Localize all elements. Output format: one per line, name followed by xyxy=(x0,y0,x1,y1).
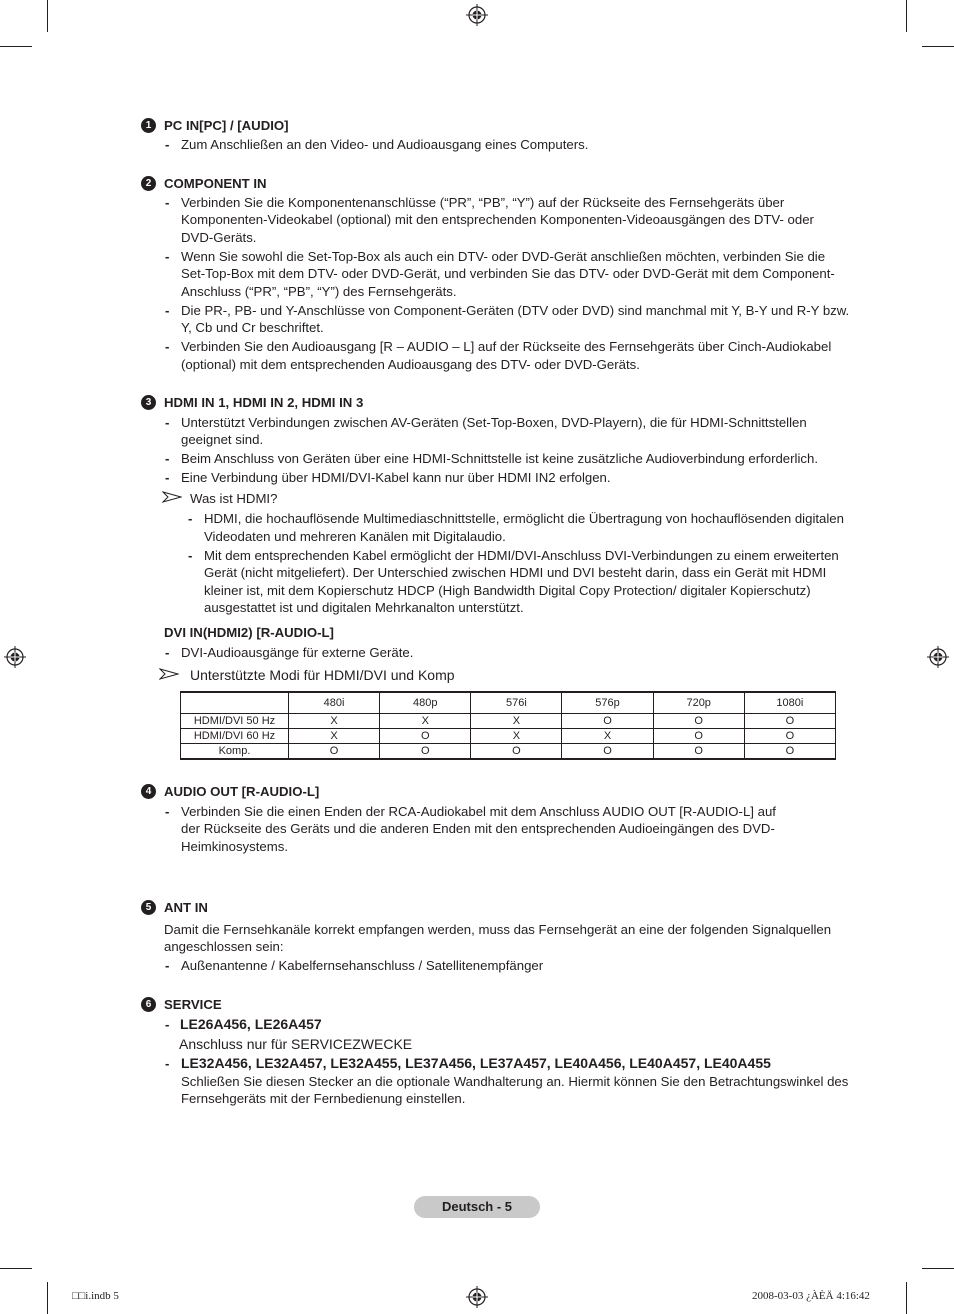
print-footer-timestamp: 2008-03-03 ¿ÀÈÄ 4:16:42 xyxy=(752,1290,870,1302)
print-footer-file: □□i.indb 5 xyxy=(72,1290,119,1302)
bullet-dash: - xyxy=(165,303,170,318)
bullet-text: (optional) mit dem entsprechenden Audioausgang des DTV- oder DVD-Geräts. xyxy=(181,357,640,372)
subheading-dvi-in: DVI IN(HDMI2) [R-AUDIO-L] xyxy=(164,625,334,640)
registration-mark-icon xyxy=(927,646,949,668)
crop-mark xyxy=(47,1282,48,1314)
note-text: Was ist HDMI? xyxy=(190,491,278,506)
table-cell: O xyxy=(653,714,744,729)
bullet-dash: - xyxy=(165,415,170,430)
bullet-text: DVD-Geräts. xyxy=(181,230,257,245)
bullet-text: Y, Cb und Cr beschriftet. xyxy=(181,320,324,335)
table-cell: X xyxy=(562,729,653,744)
table-cell: O xyxy=(471,744,562,760)
bullet-text: Anschluss (“PR”, “PB”, “Y”) des Fernsehgeräts. xyxy=(181,284,457,299)
table-cell: O xyxy=(380,744,471,760)
bullet-dash: - xyxy=(165,137,170,152)
bullet-dash: - xyxy=(165,451,170,466)
crop-mark xyxy=(47,0,48,32)
note-arrow-icon xyxy=(159,668,179,680)
section-title-service: SERVICE xyxy=(164,997,222,1012)
bullet-dash: - xyxy=(165,195,170,210)
bullet-dash: - xyxy=(165,958,170,973)
crop-mark xyxy=(0,46,32,47)
crop-mark xyxy=(922,46,954,47)
bullet-text: Anschluss nur für SERVICEZWECKE xyxy=(179,1036,413,1052)
bullet-text: der Rückseite des Geräts und die anderen Enden mit den entsprechenden Audioeingängen des DVD- xyxy=(181,821,775,836)
table-cell: X xyxy=(289,714,380,729)
crop-mark xyxy=(906,1282,907,1314)
bullet-text: Verbinden Sie den Audioausgang [R – AUDIO – L] auf der Rückseite des Fernsehgeräts über Cinch-Audiokabel xyxy=(181,339,832,354)
table-cell: O xyxy=(380,729,471,744)
registration-mark-icon xyxy=(466,4,488,26)
paragraph-text: angeschlossen sein: xyxy=(164,939,284,954)
model-list: LE26A456, LE26A457 xyxy=(180,1016,322,1032)
section-number-badge: 5 xyxy=(141,900,156,915)
bullet-text: Verbinden Sie die einen Enden der RCA-Audiokabel mit dem Anschluss AUDIO OUT [R-AUDIO-L] auf xyxy=(181,804,776,819)
table-row xyxy=(181,714,836,729)
table-header-cell xyxy=(181,692,289,714)
bullet-text: Außenantenne / Kabelfernsehanschluss / Satellitenempfänger xyxy=(181,958,544,973)
bullet-dash: - xyxy=(165,804,170,819)
table-header-row xyxy=(181,692,836,714)
bullet-text: Unterstützt Verbindungen zwischen AV-Geräten (Set-Top-Boxen, DVD-Playern), die für HDMI-Schnittstellen xyxy=(181,415,807,430)
table-header-cell: 1080i xyxy=(744,692,835,714)
crop-mark xyxy=(922,1268,954,1269)
bullet-text: Heimkinosystems. xyxy=(181,839,288,854)
table-header-cell: 480i xyxy=(289,692,380,714)
table-cell: O xyxy=(744,714,835,729)
table-cell: X xyxy=(471,729,562,744)
table-cell: O xyxy=(744,729,835,744)
bullet-dash: - xyxy=(165,1017,170,1032)
page-number-label: Deutsch - 5 xyxy=(414,1196,540,1218)
bullet-text: Mit dem entsprechenden Kabel ermöglicht der HDMI/DVI-Anschluss DVI-Verbindungen zu einem erweiterten xyxy=(204,548,839,563)
bullet-text: Die PR-, PB- und Y-Anschlüsse von Component-Geräten (DTV oder DVD) sind manchmal mit Y, B-Y und R-Y bzw. xyxy=(181,303,850,318)
section-number-badge: 3 xyxy=(141,395,156,410)
table-cell: O xyxy=(744,744,835,760)
supported-modes-table xyxy=(180,691,836,760)
bullet-text: Komponenten-Videokabel (optional) mit den entsprechenden Komponenten-Videoausgängen des DTV- oder xyxy=(181,212,814,227)
bullet-text: HDMI, die hochauflösende Multimediaschnittstelle, ermöglicht die Übertragung von hochauflösenden digitalen xyxy=(204,511,844,526)
bullet-text: ausgestattet ist und digitalen Mehrkanalton unterstützt. xyxy=(204,600,524,615)
table-cell: O xyxy=(653,744,744,760)
table-cell: X xyxy=(471,714,562,729)
bullet-dash: - xyxy=(165,645,170,660)
table-cell: O xyxy=(289,744,380,760)
table-cell: O xyxy=(562,744,653,760)
section-number-badge: 6 xyxy=(141,997,156,1012)
note-text: Unterstützte Modi für HDMI/DVI und Komp xyxy=(190,667,455,683)
bullet-dash: - xyxy=(165,470,170,485)
registration-mark-icon xyxy=(466,1286,488,1308)
bullet-dash: - xyxy=(188,511,193,526)
bullet-dash: - xyxy=(165,339,170,354)
bullet-text: DVI-Audioausgänge für externe Geräte. xyxy=(181,645,414,660)
bullet-dash: - xyxy=(165,1056,170,1071)
registration-mark-icon xyxy=(4,646,26,668)
bullet-text: Set-Top-Box mit dem DTV- oder DVD-Gerät, und verbinden Sie das DTV- oder DVD-Gerät mit dem Component- xyxy=(181,266,835,281)
section-title-hdmi-in: HDMI IN 1, HDMI IN 2, HDMI IN 3 xyxy=(164,395,364,410)
bullet-text: Eine Verbindung über HDMI/DVI-Kabel kann nur über HDMI IN2 erfolgen. xyxy=(181,470,611,485)
crop-mark xyxy=(906,0,907,32)
bullet-text: Schließen Sie diesen Stecker an die optionale Wandhalterung an. Hiermit können Sie den Betrachtungswinkel des xyxy=(181,1074,849,1089)
table-header-cell: 720p xyxy=(653,692,744,714)
bullet-text: Beim Anschluss von Geräten über eine HDMI-Schnittstelle ist keine zusätzliche Audioverbindung erforderlich. xyxy=(181,451,818,466)
section-title-audio-out: AUDIO OUT [R-AUDIO-L] xyxy=(164,784,320,799)
section-title-component-in: COMPONENT IN xyxy=(164,176,267,191)
note-arrow-icon xyxy=(162,491,182,503)
bullet-text: Fernsehgeräts mit der Fernbedienung einstellen. xyxy=(181,1091,466,1106)
bullet-text: Wenn Sie sowohl die Set-Top-Box als auch ein DTV- oder DVD-Gerät anschließen möchten, verbinden Sie die xyxy=(181,249,826,264)
section-title-pc-in: PC IN[PC] / [AUDIO] xyxy=(164,118,289,133)
section-number-badge: 4 xyxy=(141,784,156,799)
table-cell: HDMI/DVI 50 Hz xyxy=(181,714,289,729)
model-list: LE32A456, LE32A457, LE32A455, LE37A456, LE37A457, LE40A456, LE40A457, LE40A455 xyxy=(181,1055,771,1071)
bullet-text: Videodaten und mehreren Kanälen mit Digitalaudio. xyxy=(204,529,506,544)
bullet-text: Verbinden Sie die Komponentenanschlüsse (“PR”, “PB”, “Y”) auf der Rückseite des Fernsehgeräts über xyxy=(181,195,785,210)
table-cell: X xyxy=(289,729,380,744)
table-cell: O xyxy=(562,714,653,729)
bullet-text: geeignet sind. xyxy=(181,432,264,447)
table-cell: Komp. xyxy=(181,744,289,760)
table-header-cell: 576p xyxy=(562,692,653,714)
section-number-badge: 1 xyxy=(141,118,156,133)
table-header-cell: 480p xyxy=(380,692,471,714)
crop-mark xyxy=(0,1268,32,1269)
bullet-text: kleiner ist, mit dem Kopierschutz HDCP (High Bandwidth Digital Copy Protection/ digitaler Kopierschutz) xyxy=(204,583,811,598)
table-header-cell: 576i xyxy=(471,692,562,714)
table-row xyxy=(181,729,836,744)
table-row xyxy=(181,744,836,760)
bullet-text: Gerät (nicht mitgeliefert). Der Unterschied zwischen HDMI und DVI besteht darin, dass ein Gerät mit HDMI xyxy=(204,565,827,580)
table-cell: HDMI/DVI 60 Hz xyxy=(181,729,289,744)
section-title-ant-in: ANT IN xyxy=(164,900,208,915)
bullet-dash: - xyxy=(188,548,193,563)
section-number-badge: 2 xyxy=(141,176,156,191)
bullet-dash: - xyxy=(165,249,170,264)
table-cell: X xyxy=(380,714,471,729)
table-cell: O xyxy=(653,729,744,744)
paragraph-text: Damit die Fernsehkanäle korrekt empfangen werden, muss das Fernsehgerät an eine der folgenden Signalquellen xyxy=(164,922,832,937)
bullet-text: Zum Anschließen an den Video- und Audioausgang eines Computers. xyxy=(181,137,589,152)
